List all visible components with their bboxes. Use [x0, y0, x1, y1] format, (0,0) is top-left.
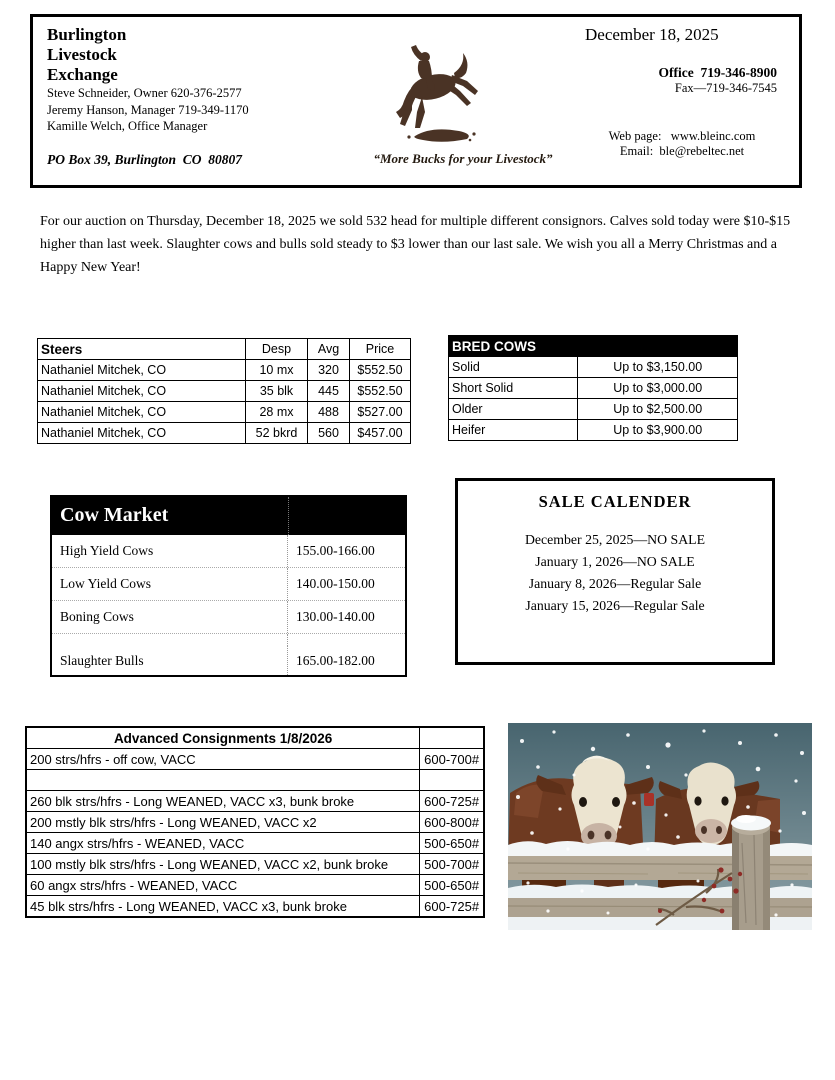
- company-tagline: “More Bucks for your Livestock”: [373, 151, 553, 166]
- desp-cell: 52 bkrd: [246, 423, 308, 444]
- table-row: [26, 854, 484, 875]
- weight-range: [420, 770, 484, 791]
- spacer-row: [52, 634, 405, 646]
- table-row: [52, 568, 405, 601]
- sale-calendar-title: SALE CALENDER: [538, 492, 692, 511]
- cow-market-title: Cow Market: [60, 504, 169, 526]
- bucking-horse-logo-icon: [371, 39, 491, 151]
- company-name-line: Burlington: [47, 25, 127, 44]
- weight-range: 600-700#: [420, 749, 484, 770]
- lot-description: 260 blk strs/hfrs - Long WEANED, VACC x3, bunk broke: [26, 791, 420, 812]
- bred-cows-table: [448, 335, 738, 441]
- table-row: [26, 833, 484, 854]
- avg-cell: 445: [308, 381, 350, 402]
- report-date: December 18, 2025: [585, 25, 719, 44]
- avg-cell: 488: [308, 402, 350, 423]
- market-class: Boning Cows: [52, 601, 288, 633]
- weight-range: 500-650#: [420, 875, 484, 896]
- empty-header-cell: [420, 727, 484, 749]
- office-phone: Office 719-346-8900: [658, 65, 777, 80]
- fax-number: Fax—719-346-7545: [674, 81, 777, 95]
- table-row: [26, 875, 484, 896]
- desp-cell: 10 mx: [246, 360, 308, 381]
- calendar-entry: January 15, 2026—Regular Sale: [525, 598, 705, 613]
- company-name-line: Exchange: [47, 65, 118, 84]
- table-row: [449, 420, 738, 441]
- cow-market-table: [50, 495, 407, 677]
- calendar-entry: January 1, 2026—NO SALE: [535, 554, 695, 569]
- price-cell: $527.00: [350, 402, 411, 423]
- steers-header-row: [38, 339, 411, 360]
- table-row: [449, 399, 738, 420]
- table-row: [52, 646, 405, 675]
- table-row: [449, 378, 738, 399]
- advanced-consignments-table: [25, 726, 485, 918]
- table-row: [26, 770, 484, 791]
- bred-cows-title-row: [449, 336, 738, 357]
- col-header-steers: Steers: [38, 339, 246, 360]
- table-row: [26, 896, 484, 918]
- desp-cell: 35 blk: [246, 381, 308, 402]
- price-cell: $457.00: [350, 423, 411, 444]
- office-manager-contact: Kamille Welch, Office Manager: [47, 119, 208, 133]
- lot-description: 45 blk strs/hfrs - Long WEANED, VACC x3, bunk broke: [26, 896, 420, 918]
- table-row: [38, 360, 411, 381]
- consignments-title: Advanced Consignments 1/8/2026: [26, 727, 420, 749]
- owner-contact: Steve Schneider, Owner 620-376-2577: [47, 86, 242, 100]
- weight-range: 600-725#: [420, 791, 484, 812]
- lot-description: 100 mstly blk strs/hfrs - Long WEANED, VACC x2, bunk broke: [26, 854, 420, 875]
- table-row: [38, 402, 411, 423]
- col-header-desp: Desp: [246, 339, 308, 360]
- lot-description: [26, 770, 420, 791]
- sale-calendar-lines: [458, 529, 772, 617]
- spacer-cell: [52, 634, 288, 646]
- table-row: [449, 357, 738, 378]
- table-row: [38, 381, 411, 402]
- col-header-avg: Avg: [308, 339, 350, 360]
- consignor-cell: Nathaniel Mitchek, CO: [38, 381, 246, 402]
- bred-price-cell: Up to $2,500.00: [578, 399, 738, 420]
- consignor-cell: Nathaniel Mitchek, CO: [38, 423, 246, 444]
- consignments-header-row: [26, 727, 484, 749]
- bred-class-cell: Heifer: [449, 420, 578, 441]
- consignor-cell: Nathaniel Mitchek, CO: [38, 360, 246, 381]
- web-page: Web page: www.bleinc.com: [608, 129, 756, 143]
- phone-block: [557, 65, 777, 96]
- price-cell: $552.50: [350, 360, 411, 381]
- avg-cell: 320: [308, 360, 350, 381]
- weight-range: 500-700#: [420, 854, 484, 875]
- calendar-entry: December 25, 2025—NO SALE: [524, 532, 706, 547]
- letterhead: [30, 14, 802, 188]
- weight-range: 600-725#: [420, 896, 484, 918]
- price-cell: $552.50: [350, 381, 411, 402]
- market-range: 155.00-166.00: [296, 543, 375, 558]
- calendar-entry: January 8, 2026—Regular Sale: [528, 576, 702, 591]
- cow-market-title-bar: [52, 497, 405, 535]
- bred-cows-title: BRED COWS: [449, 336, 738, 357]
- lot-description: 60 angx strs/hfrs - WEANED, VACC: [26, 875, 420, 896]
- bred-class-cell: Short Solid: [449, 378, 578, 399]
- manager-contact: Jeremy Hanson, Manager 719-349-1170: [47, 102, 249, 117]
- bred-price-cell: Up to $3,900.00: [578, 420, 738, 441]
- market-class: High Yield Cows: [52, 535, 288, 567]
- market-summary-paragraph: For our auction on Thursday, December 18, 2025 we sold 532 head for multiple different consignors. Calves sold today were $10-$15 higher than last week. Slaughter cows and bulls sold steady to $3 lower than our last sale. We wish you all a Merry Christmas and a Happy New Year!: [40, 214, 791, 275]
- table-row: [26, 812, 484, 833]
- cows-in-snow-painting: [508, 723, 812, 930]
- sale-calendar-box: [455, 478, 775, 665]
- web-email-block: [577, 129, 787, 159]
- steers-table: [37, 338, 411, 444]
- column-divider: [288, 497, 289, 535]
- table-row: [38, 423, 411, 444]
- po-box-address: PO Box 39, Burlington CO 80807: [47, 152, 243, 167]
- table-row: [52, 601, 405, 634]
- company-name-block: [47, 25, 249, 135]
- market-range: 140.00-150.00: [296, 576, 375, 591]
- bred-class-cell: Solid: [449, 357, 578, 378]
- market-range: 165.00-182.00: [296, 652, 375, 668]
- company-name-line: Livestock: [47, 45, 117, 64]
- lot-description: 200 mstly blk strs/hfrs - Long WEANED, VACC x2: [26, 812, 420, 833]
- lot-description: 140 angx strs/hfrs - WEANED, VACC: [26, 833, 420, 854]
- col-header-price: Price: [350, 339, 411, 360]
- lot-description: 200 strs/hfrs - off cow, VACC: [26, 749, 420, 770]
- consignor-cell: Nathaniel Mitchek, CO: [38, 402, 246, 423]
- market-class: Slaughter Bulls: [52, 646, 288, 675]
- desp-cell: 28 mx: [246, 402, 308, 423]
- market-class: Low Yield Cows: [52, 568, 288, 600]
- avg-cell: 560: [308, 423, 350, 444]
- bred-price-cell: Up to $3,000.00: [578, 378, 738, 399]
- weight-range: 500-650#: [420, 833, 484, 854]
- market-range: 130.00-140.00: [296, 609, 375, 624]
- bred-price-cell: Up to $3,150.00: [578, 357, 738, 378]
- bred-class-cell: Older: [449, 399, 578, 420]
- table-row: [26, 791, 484, 812]
- table-row: [26, 749, 484, 770]
- table-row: [52, 535, 405, 568]
- email-address: Email: ble@rebeltec.net: [619, 144, 745, 158]
- weight-range: 600-800#: [420, 812, 484, 833]
